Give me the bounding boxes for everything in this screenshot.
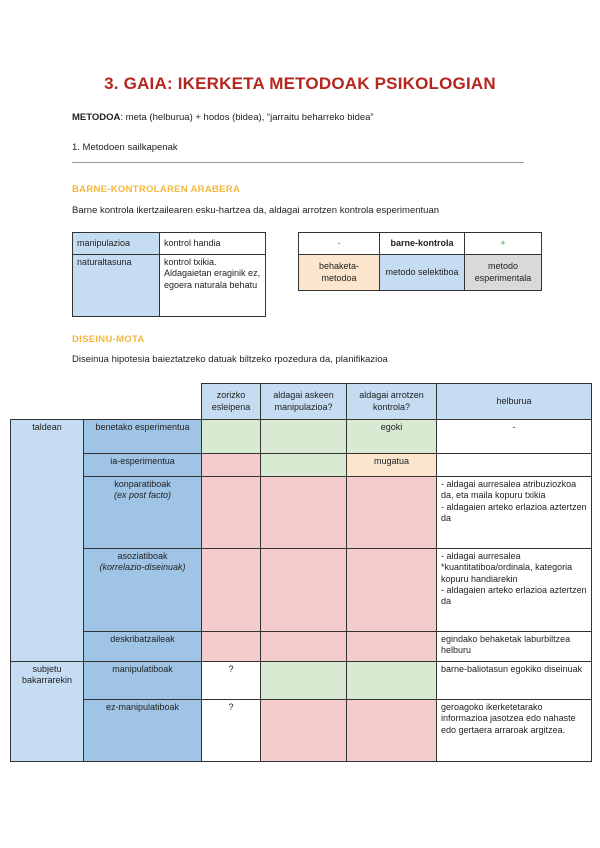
cell-manipulazioa	[261, 662, 347, 700]
control-table	[72, 232, 266, 317]
cell-helburua: - aldagai aurresalea atribuziozkoa da, eta maila kopuru txikia - aldagaien arteko erlazioa aztertzen da	[437, 477, 592, 549]
empty-corner	[11, 384, 84, 420]
control-scale-table	[298, 232, 542, 291]
row-name: deskribatzaileak	[110, 634, 175, 644]
group-subjetu-bakarrarekin: subjetu bakarrarekin	[11, 662, 84, 762]
row-name: asoziatiboak	[117, 551, 168, 561]
table-row	[84, 420, 202, 454]
value-manipulazioa: kontrol handia	[160, 233, 266, 255]
cell-kontrola: mugatua	[347, 454, 437, 477]
cell-manipulazioa	[261, 549, 347, 632]
barne-intro: Barne kontrola ikertzailearen esku-hartzea da, aldagai arrotzen kontrola esperimentuan	[72, 205, 440, 216]
cell-zorizko: ?	[202, 662, 261, 700]
scale-minus: -	[299, 233, 380, 255]
scale-center: barne-kontrola	[380, 233, 465, 255]
cell-zorizko: ?	[202, 700, 261, 762]
label-manipulazioa: manipulazioa	[73, 233, 160, 255]
table-row	[84, 700, 202, 762]
table-row	[84, 632, 202, 662]
cell-kontrola	[347, 549, 437, 632]
definition-text: : meta (helburua) + hodos (bidea), “jarraitu beharreko bidea”	[120, 112, 374, 123]
cell-zorizko	[202, 420, 261, 454]
empty-corner-2	[84, 384, 202, 420]
label-naturaltasuna: naturaltasuna	[73, 255, 160, 317]
header-kontrola: aldagai arrotzen kontrola?	[347, 384, 437, 420]
diseinu-heading: DISEINU-MOTA	[72, 334, 145, 345]
value-naturaltasuna: kontrol txikia. Aldagaietan eraginik ez, egoera naturala behatu	[160, 255, 266, 317]
cell-kontrola	[347, 662, 437, 700]
cell-zorizko	[202, 454, 261, 477]
cell-kontrola: egoki	[347, 420, 437, 454]
header-zorizko: zorizko esleipena	[202, 384, 261, 420]
cell-zorizko	[202, 549, 261, 632]
cell-manipulazioa	[261, 454, 347, 477]
table-row	[84, 477, 202, 549]
row-name: ia-esperimentua	[110, 456, 175, 466]
design-table	[10, 383, 592, 762]
method-definition	[72, 112, 374, 123]
row-name: manipulatiboak	[112, 664, 173, 674]
cell-helburua	[437, 454, 592, 477]
cell-manipulazioa	[261, 700, 347, 762]
diseinu-intro: Diseinua hipotesia baieztatzeko datuak biltzeko rpozedura da, planifikazioa	[72, 354, 388, 365]
table-row	[84, 454, 202, 477]
method-esperimentala: metodo esperimentala	[465, 255, 542, 291]
table-row	[84, 549, 202, 632]
cell-manipulazioa	[261, 632, 347, 662]
row-name: benetako esperimentua	[95, 422, 190, 432]
cell-manipulazioa	[261, 477, 347, 549]
barne-heading: BARNE-KONTROLAREN ARABERA	[72, 184, 241, 195]
definition-term: METODOA	[72, 112, 121, 123]
row-name: ez-manipulatiboak	[105, 702, 180, 712]
cell-kontrola	[347, 632, 437, 662]
cell-helburua: -	[437, 420, 592, 454]
row-subtitle: (ex post facto)	[113, 490, 172, 501]
cell-helburua: - aldagai aurresalea *kuantitatiboa/ordinala, kategoria kopuru handiarekin - aldagaien arteko erlazioa aztertzen da	[437, 549, 592, 632]
table-row	[84, 662, 202, 700]
header-manipulazioa: aldagai askeen manipulazioa?	[261, 384, 347, 420]
cell-kontrola	[347, 477, 437, 549]
cell-helburua: barne-baliotasun egokiko diseinuak	[437, 662, 592, 700]
header-helburua: helburua	[437, 384, 592, 420]
cell-zorizko	[202, 632, 261, 662]
divider	[72, 162, 524, 163]
scale-plus: +	[465, 233, 542, 255]
cell-helburua: geroagoko ikerketetarako informazioa jasotzea edo nahaste edo gertaera arraroak argitzea.	[437, 700, 592, 762]
page-title: 3. GAIA: IKERKETA METODOAK PSIKOLOGIAN	[104, 74, 496, 93]
method-selektiboa: metodo selektiboa	[380, 255, 465, 291]
cell-zorizko	[202, 477, 261, 549]
section-heading: 1. Metodoen sailkapenak	[72, 142, 178, 153]
row-name: konparatiboak	[114, 479, 171, 489]
method-behaketa: behaketa-metodoa	[299, 255, 380, 291]
cell-kontrola	[347, 700, 437, 762]
row-subtitle: (korrelazio-diseinuak)	[99, 562, 186, 573]
cell-manipulazioa	[261, 420, 347, 454]
cell-helburua: egindako behaketak laburbiltzea helburu	[437, 632, 592, 662]
group-taldean: taldean	[11, 420, 84, 662]
